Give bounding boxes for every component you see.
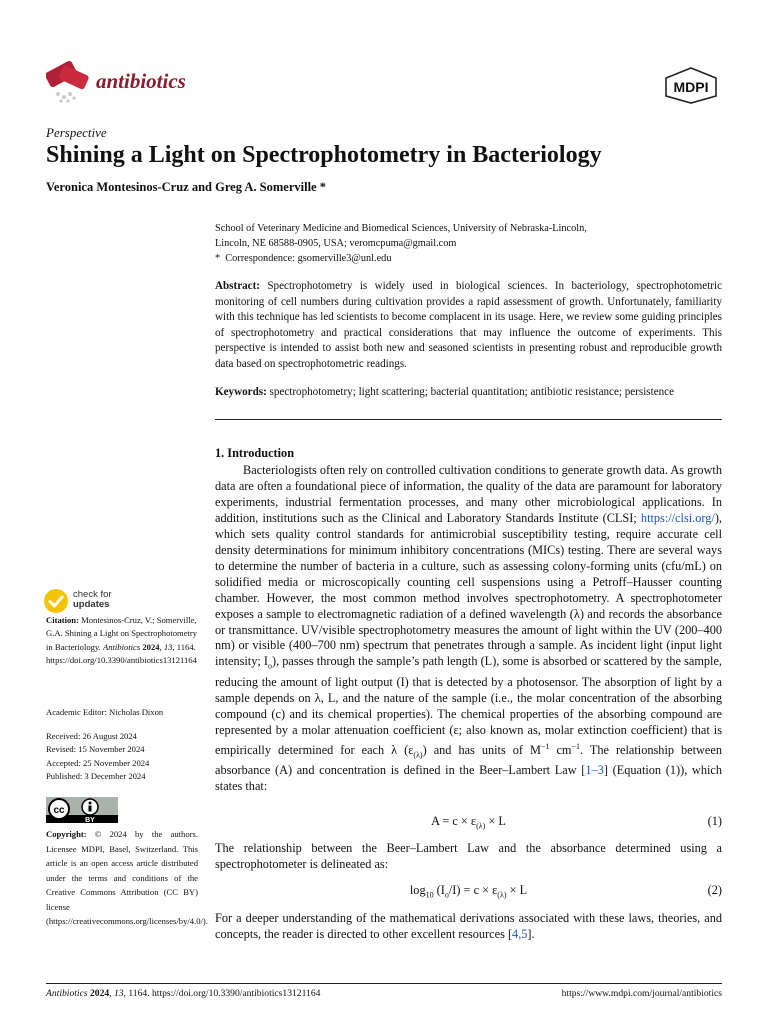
clsi-link[interactable]: https://clsi.org/ xyxy=(640,510,715,525)
check-updates-line1: check for xyxy=(73,589,112,600)
affiliation-line: Lincoln, NE 68588-0905, USA; veromcpuma@gmail.com xyxy=(215,238,457,249)
section-heading-introduction: 1. Introduction xyxy=(215,446,295,460)
footer-journal-url[interactable]: https://www.mdpi.com/journal/antibiotics xyxy=(561,988,722,999)
citation-year: 2024 xyxy=(142,641,160,652)
footer-divider xyxy=(46,983,722,984)
journal-logo-icon xyxy=(46,60,90,104)
check-updates-line2: updates xyxy=(73,599,110,610)
svg-text:cc: cc xyxy=(53,805,65,816)
check-for-updates-button[interactable] xyxy=(44,587,124,615)
publication-dates xyxy=(46,730,149,784)
correspondence: * Correspondence: gsomerville3@unl.edu xyxy=(215,253,392,264)
cc-by-label: BY xyxy=(85,817,95,823)
section-divider xyxy=(215,419,722,420)
publisher-name: MDPI xyxy=(673,79,709,95)
citation-label: Citation: xyxy=(46,615,79,625)
paragraph: For a deeper understanding of the mathematical derivations associated with these laws, theories, and concepts, the reader is directed to other excellent resources [4,5]. xyxy=(215,911,722,941)
footer-citation: Antibiotics 2024, 13, 1164. https://doi.org/10.3390/antibiotics13121164 xyxy=(46,988,321,999)
accepted-date: Accepted: 25 November 2024 xyxy=(46,757,150,768)
reference-link[interactable]: 4,5 xyxy=(512,926,528,941)
check-updates-icon xyxy=(44,589,68,613)
article-title: Shining a Light on Spectrophotometry in Bacteriology xyxy=(46,142,602,168)
citation: Citation: Montesinos-Cruz, V.; Somerville, G.A. Shining a Light on Spectrophotometry in Bacteriology. Antibiotics 2024, 13, 1164. https://doi.org/10.3390/antibiotics13121164 xyxy=(46,615,198,666)
publisher-logo xyxy=(662,66,720,104)
citation-journal: Antibiotics xyxy=(102,641,141,652)
equation-number: (2) xyxy=(707,883,722,897)
citation-doi-link[interactable]: https://doi.org/10.3390/antibiotics13121164 xyxy=(46,655,197,666)
citation-volume: 13 xyxy=(163,641,173,652)
copyright-label: Copyright: xyxy=(46,829,87,839)
keywords xyxy=(215,385,722,401)
equation-1: $A = c \times \varepsilon_{(\lambda)} \times L$ (1) xyxy=(431,814,722,831)
affiliation-block xyxy=(215,221,725,266)
abstract-text: Spectrophotometry is widely used in biological sciences. In bacteriology, spectrophotometric monitoring of cell numbers during cultivation provides a rapid assessment of growth. Unfortunately, familiarity with this technique has led scientists to become complacent in its usage. Here, we review some guiding principles of spectrophotometry and practical considerations that may influence the outcome of experiments. This perspective is intended to assist both new and seasoned scientists in presenting robust and reproducible growth data based on spectrophotometric readings. xyxy=(215,280,723,370)
citation-pages: , 1164. xyxy=(172,641,196,652)
journal-name: antibiotics xyxy=(96,69,186,93)
mdpi-logo-icon xyxy=(662,66,720,104)
authors: Veronica Montesinos-Cruz and Greg A. Somerville * xyxy=(46,180,326,194)
equation-2: $\log_{10} (I_o/I) = c \times \varepsilon_{(\lambda)} \times L$ (2) xyxy=(409,883,722,900)
received-date: Received: 26 August 2024 xyxy=(46,731,137,741)
citation-text: Montesinos-Cruz, V.; Somerville, G.A. Shining a Light on Spectrophotometry in Bacteriology. xyxy=(46,615,198,652)
keywords-text: spectrophotometry; light scattering; bacterial quantitation; antibiotic resistance; persistence xyxy=(269,386,675,398)
article-type: Perspective xyxy=(46,125,107,140)
academic-editor: Academic Editor: Nicholas Dixon xyxy=(46,707,164,717)
affiliation-line: School of Veterinary Medicine and Biomedical Sciences, University of Nebraska-Lincoln, xyxy=(215,223,587,234)
revised-date: Revised: 15 November 2024 xyxy=(46,744,145,755)
abstract-label: Abstract: xyxy=(215,280,260,292)
published-date: Published: 3 December 2024 xyxy=(46,771,146,782)
equation-number: (1) xyxy=(707,814,722,828)
introduction-paragraph: Bacteriologists often rely on controlled cultivation conditions to generate growth data. As growth data are often a foundational piece of information, the quality of the data are paramount for laboratory experiments, industrial fermentation processes, and many other microbiological applications. In addition, institutions such as the Clinical and Laboratory Standards Institute (CLSI; https://clsi.org/), which sets quality control standards for antimicrobial susceptibility testing, require accurate cell density determinations for minimum inhibitory concentrations (MICs) testing. There are several ways to determine the number of bacteria in a culture, such as assessing colony-forming units (cfu/mL) on solidified media or microscopically counting cell suspensions using a Petroff–Hausser counting chamber. However, the most common method involves spectrophotometry. A spectrophotometer exposes a sample to electromagnetic radiation of a defined wavelength (λ) and records the absorbance or transmittance. UV/visible spectrophotometry measures the amount of light within the UV (200–400 nm) or visible (400–700 nm) spectrum that penetrates through a sample. As incident light (input light intensity; $I_o$), passes through the sample’s path length (L), some is absorbed or scattered by the sample, reducing the amount of light output (I) that is detected by a photosensor. The absorption of light by a sample depends on λ, L, and the nature of the sample (i.e., the molar concentration of the absorbing compound (c) and its chemical properties). The chemical properties of the absorbing compound are represented by a molar attenuation coefficient (ε; also known as, molar extinction coefficient) that is empirically determined for each λ $(\varepsilon_{(\lambda)})$ and has units of $M^{-1}$ $cm^{-1}$. The relationship between absorbance (A) and concentration is defined in the Beer–Lambert Law [1–3] (Equation (1)), which states that: xyxy=(215,463,722,794)
cc-by-license-badge[interactable] xyxy=(46,797,118,823)
copyright-text: © 2024 by the authors. Licensee MDPI, Basel, Switzerland. This article is an open access article distributed under the terms and conditions of the Creative Commons Attribution (CC BY) license (https://creativecommons.org/licenses/by/4.0/). xyxy=(46,829,208,926)
paragraph: The relationship between the Beer–Lambert Law and the absorbance determined using a spectrophotometer is delineated as: xyxy=(215,841,722,871)
abstract xyxy=(215,279,722,372)
keywords-label: Keywords: xyxy=(215,386,267,398)
copyright xyxy=(46,827,208,929)
reference-link[interactable]: 1–3 xyxy=(585,763,604,778)
